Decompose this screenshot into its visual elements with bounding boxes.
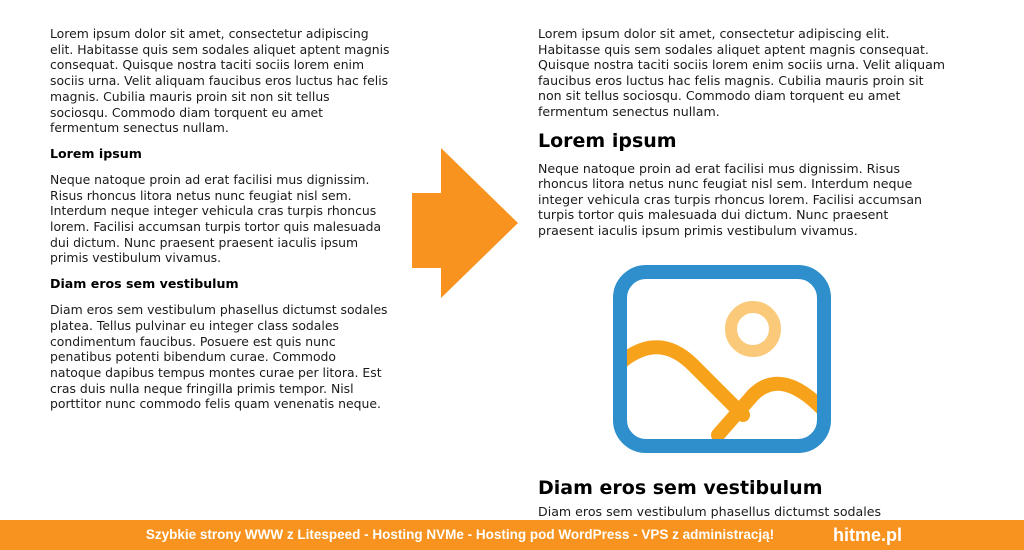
right-intro-paragraph: Lorem ipsum dolor sit amet, consectetur adipiscing elit. Habitasse quis sem sodales aliquet aptent magnis consequat. Quisque nostra taciti sociis lorem enim sociis urna. Velit aliquam faucibus eros luctus hac felis magnis. Cubilia mauris proin sit non sit tellus sociosqu. Commodo diam torquent eu amet fermentum senectus nullam. <box>538 26 946 119</box>
footer-promo-text[interactable]: Szybkie strony WWW z Litespeed - Hosting NVMe - Hosting pod WordPress - VPS z administracją! <box>145 527 775 542</box>
image-placeholder-icon <box>613 265 831 453</box>
left-paragraph-1: Neque natoque proin ad erat facilisi mus dignissim. Risus rhoncus litora netus nunc feugiat nisl sem. Interdum neque integer vehicula cras turpis rhoncus lorem. Facilisi accumsan turpis tortor quis malesuada dui dictum. Nunc praesent praesent iaculis ipsum primis vestibulum vivamus. <box>50 171 382 266</box>
left-intro-paragraph: Lorem ipsum dolor sit amet, consectetur adipiscing elit. Habitasse quis sem sodales aliquet aptent magnis consequat. Quisque nostra taciti sociis lorem enim sociis urna. Velit aliquam faucibus eros luctus hac felis magnis. Cubilia mauris proin sit non sit tellus sociosqu. Commodo diam torquent eu amet fermentum senectus nullam. <box>50 26 390 136</box>
right-paragraph-2: Diam eros sem vestibulum phasellus dictumst sodales <box>538 504 882 519</box>
left-paragraph-2: Diam eros sem vestibulum phasellus dictumst sodales platea. Tellus pulvinar eu integer class sodales condimentum faucibus. Posuere est quis nunc penatibus potenti bibendum curae. Commodo natoque dapibus tempus montes curae per litora. Est cras duis nulla neque fringilla primis tempor. Nisl porttitor nunc commodo felis quam venenatis neque. <box>50 302 388 412</box>
right-paragraph-1: Neque natoque proin ad erat facilisi mus dignissim. Risus rhoncus litora netus nunc feugiat nisl sem. Interdum neque integer vehicula cras turpis rhoncus lorem. Facilisi accumsan turpis tortor quis malesuada dui dictum. Nunc praesent praesent iaculis ipsum primis vestibulum vivamus. <box>538 160 923 238</box>
left-heading-lorem-ipsum: Lorem ipsum <box>50 145 142 161</box>
left-heading-diam-eros: Diam eros sem vestibulum <box>50 276 239 292</box>
right-section-diam-eros <box>538 476 948 520</box>
right-heading-diam-eros: Diam eros sem vestibulum <box>538 477 823 499</box>
right-heading-lorem-ipsum: Lorem ipsum <box>538 129 677 152</box>
left-column-before <box>50 26 390 476</box>
footer-banner[interactable] <box>0 520 1024 550</box>
footer-brand-logo[interactable]: hitme.pl <box>833 525 903 545</box>
right-arrow-icon <box>412 148 518 298</box>
